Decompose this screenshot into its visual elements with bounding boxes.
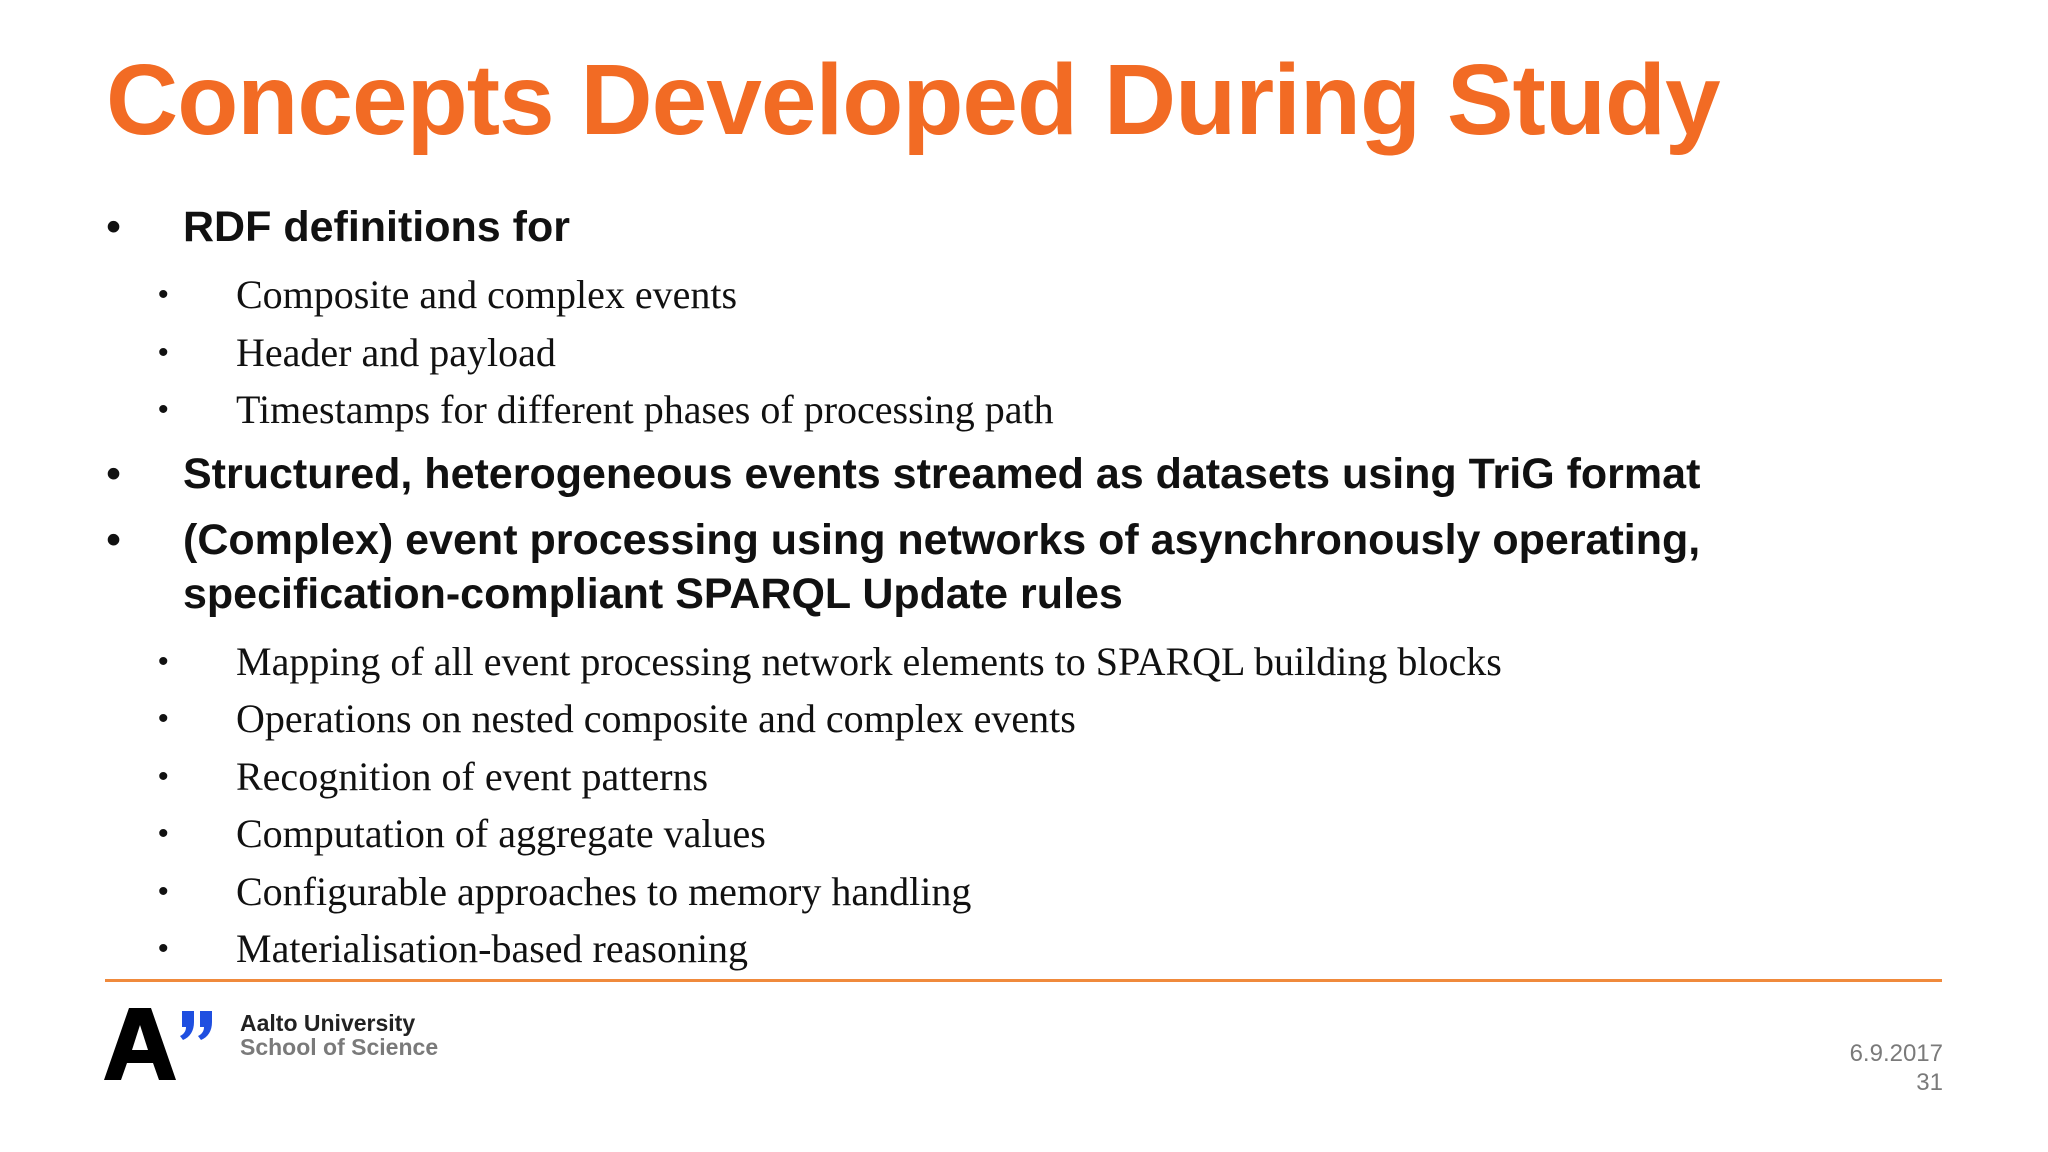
sub-bullet-text: Composite and complex events (236, 272, 738, 317)
bullet-text: RDF definitions for (183, 203, 570, 251)
bullet-icon: • (158, 759, 169, 793)
sub-bullet-text: Mapping of all event processing network elements to SPARQL building blocks (236, 638, 1502, 684)
bullet-text: Structured, heterogeneous events streamed as datasets using TriG format (183, 449, 1701, 498)
sub-bullet-item (0, 324, 2048, 382)
bullet-item (0, 513, 2048, 621)
sub-bullet-item (0, 633, 2048, 691)
bullet-icon: • (158, 644, 169, 678)
sub-bullet-item (0, 266, 2048, 324)
sub-bullet-text: Computation of aggregate values (236, 811, 766, 856)
footer-divider (105, 979, 1942, 982)
slide-title: Concepts Developed During Study (106, 44, 1720, 156)
slide-date: 6.9.2017 (1849, 1040, 1943, 1067)
page-number: 31 (1916, 1069, 1943, 1096)
sub-bullet-item (0, 690, 2048, 748)
bullet-icon: • (106, 515, 122, 564)
sub-bullet-text: Recognition of event patterns (236, 753, 709, 799)
bullet-item (0, 200, 2048, 254)
bullet-icon: • (106, 449, 122, 498)
bullet-icon: • (158, 278, 169, 311)
sub-bullet-text: Header and payload (236, 329, 556, 375)
bullet-icon: • (158, 335, 169, 369)
bullet-icon: • (158, 702, 169, 735)
sub-bullet-item (0, 805, 2048, 863)
sub-bullet-item (0, 748, 2048, 806)
sub-bullet-text: Materialisation-based reasoning (236, 926, 749, 971)
aalto-a-logo-icon (104, 1008, 216, 1080)
bullet-item (0, 447, 2048, 501)
sub-bullet-item (0, 920, 2048, 978)
university-name: Aalto University (240, 1010, 416, 1036)
bullet-icon: • (106, 203, 122, 251)
bullet-icon: • (158, 932, 169, 965)
sub-bullet-text: Timestamps for different phases of processing path (236, 387, 1054, 432)
sub-bullet-text: Configurable approaches to memory handling (236, 868, 972, 914)
bullet-icon: • (158, 817, 169, 850)
sub-bullet-item (0, 381, 2048, 439)
bullet-text: (Complex) event processing using networks of asynchronously operating, specification-compliant SPARQL Update rules (183, 515, 1701, 618)
sub-bullet-list (0, 266, 2048, 439)
sub-bullet-text: Operations on nested composite and complex events (236, 696, 1076, 741)
sub-bullet-list (0, 633, 2048, 978)
bullet-icon: • (158, 874, 169, 908)
school-name: School of Science (240, 1034, 439, 1060)
bullet-list (0, 200, 2048, 986)
sub-bullet-item (0, 863, 2048, 921)
bullet-icon: • (158, 393, 169, 426)
